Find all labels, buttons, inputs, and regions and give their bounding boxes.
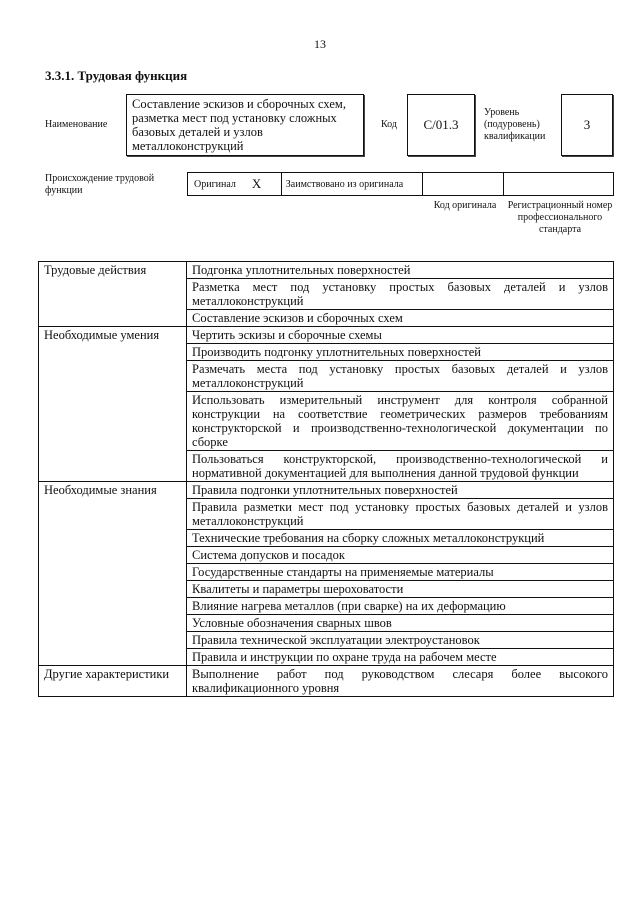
table-row xyxy=(39,482,614,499)
table-row xyxy=(39,327,614,344)
borrowed-label: Заимствовано из оригинала xyxy=(285,178,404,190)
item-cell: Производить подгонку уплотнительных поверхностей xyxy=(187,344,614,361)
origin-reg-cell xyxy=(503,172,614,196)
category-cell: Другие характеристики xyxy=(39,666,187,697)
item-cell: Разметка мест под установку простых базовых деталей и узлов металлоконструкций xyxy=(187,279,614,310)
section-title: 3.3.1. Трудовая функция xyxy=(45,68,188,83)
item-cell: Государственные стандарты на применяемые материалы xyxy=(187,564,614,581)
table-row xyxy=(39,666,614,697)
table-row xyxy=(39,262,614,279)
origin-code-cell xyxy=(422,172,504,196)
origin-borrowed-cell xyxy=(281,172,424,196)
origin-original-cell xyxy=(187,172,282,196)
item-cell: Правила разметки мест под установку простых базовых деталей и узлов металлоконструкций xyxy=(187,499,614,530)
name-label: Наименование xyxy=(45,119,108,130)
reg-number-caption: Регистрационный номер профессионального стандарта xyxy=(507,200,613,235)
item-cell: Размечать места под установку простых базовых деталей и узлов металлоконструкций xyxy=(187,361,614,392)
function-name-box: Составление эскизов и сборочных схем, разметка мест под установку сложных базовых деталей и узлов металлоконструкций xyxy=(126,94,364,156)
item-cell: Влияние нагрева металлов (при сварке) на их деформацию xyxy=(187,598,614,615)
item-cell: Система допусков и посадок xyxy=(187,547,614,564)
item-cell: Использовать измерительный инструмент для контроля собранной конструкции на соответствие геометрических размеров требованиям конструкторской и производственно-технологической документации по сборке xyxy=(187,392,614,451)
function-code-box: С/01.3 xyxy=(407,94,475,156)
page-number: 13 xyxy=(314,37,326,51)
labor-function-table xyxy=(38,261,614,697)
original-label: Оригинал xyxy=(194,178,236,190)
code-original-caption: Код оригинала xyxy=(433,200,497,211)
item-cell: Пользоваться конструкторской, производственно-технологической и нормативной документацией для выполнения данной трудовой функции xyxy=(187,451,614,482)
origin-label: Происхождение трудовой функции xyxy=(45,173,155,196)
original-mark: X xyxy=(251,176,262,191)
qualification-level-box: 3 xyxy=(561,94,613,156)
code-label: Код xyxy=(381,119,397,130)
item-cell: Квалитеты и параметры шероховатости xyxy=(187,581,614,598)
origin-row xyxy=(187,172,614,196)
level-label: Уровень (подуровень) квалификации xyxy=(484,107,546,142)
item-cell: Подгонка уплотнительных поверхностей xyxy=(187,262,614,279)
item-cell: Чертить эскизы и сборочные схемы xyxy=(187,327,614,344)
item-cell: Правила и инструкции по охране труда на рабочем месте xyxy=(187,649,614,666)
category-cell: Трудовые действия xyxy=(39,262,187,327)
category-cell: Необходимые знания xyxy=(39,482,187,666)
item-cell: Условные обозначения сварных швов xyxy=(187,615,614,632)
item-cell: Правила подгонки уплотнительных поверхностей xyxy=(187,482,614,499)
item-cell: Правила технической эксплуатации электроустановок xyxy=(187,632,614,649)
item-cell: Составление эскизов и сборочных схем xyxy=(187,310,614,327)
item-cell: Технические требования на сборку сложных металлоконструкций xyxy=(187,530,614,547)
item-cell: Выполнение работ под руководством слесаря более высокого квалификационного уровня xyxy=(187,666,614,697)
category-cell: Необходимые умения xyxy=(39,327,187,482)
